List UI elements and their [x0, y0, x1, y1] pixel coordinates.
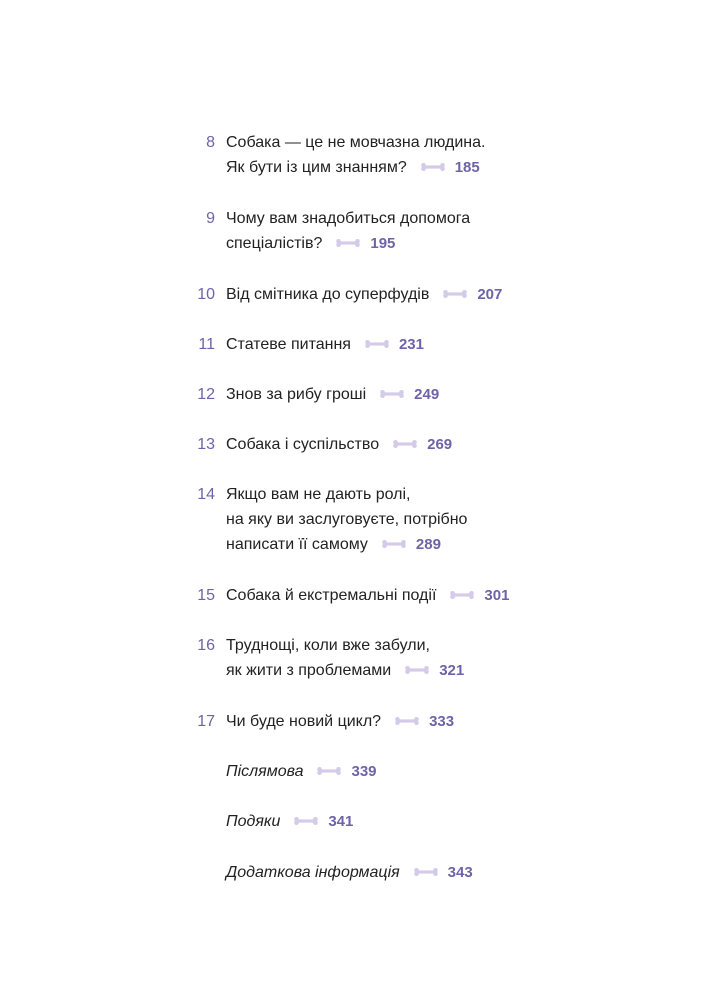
back-matter-title [226, 860, 696, 885]
chapter-title-line: спеціалістів? [226, 235, 323, 252]
bone-icon [365, 331, 389, 356]
page-number: 341 [328, 813, 354, 830]
page-number: 333 [429, 713, 455, 730]
bone-icon [317, 758, 341, 783]
chapter-title-line-last [226, 155, 696, 180]
chapter-number: 13 [197, 436, 215, 453]
page-number: 249 [414, 386, 440, 403]
chapter-title-line-last [226, 382, 696, 407]
chapter-title [226, 206, 696, 256]
chapter-title-line: Знов за рибу гроші [226, 386, 367, 403]
chapter-number: 9 [206, 210, 215, 227]
chapter-title [226, 482, 696, 557]
chapter-title-line: Собака — це не мовчазна людина. [226, 134, 486, 151]
back-matter-line [226, 860, 696, 885]
chapter-number: 10 [197, 286, 215, 303]
back-matter-title-text: Подяки [226, 813, 281, 830]
page-number: 321 [439, 662, 465, 679]
bone-icon [395, 708, 419, 733]
chapter-title-line-last [226, 583, 696, 608]
bone-icon [450, 582, 474, 607]
bone-icon [421, 154, 445, 179]
chapter-title [226, 583, 696, 608]
chapter-number: 14 [197, 486, 215, 503]
chapter-title [226, 709, 696, 734]
chapter-title-line-last [226, 231, 696, 256]
page-number: 343 [447, 864, 473, 881]
chapter-title-line: Статеве питання [226, 336, 351, 353]
chapter-title-line-last [226, 709, 696, 734]
chapter-number: 16 [197, 637, 215, 654]
chapter-title-line-last [226, 532, 696, 557]
page-number: 231 [398, 336, 424, 353]
bone-icon [414, 859, 438, 884]
chapter-title-line: Якщо вам не дають ролі, [226, 486, 411, 503]
chapter-title-line: Чи буде новий цикл? [226, 713, 382, 730]
chapter-title-line: написати її самому [226, 536, 368, 553]
bone-icon [443, 281, 467, 306]
chapter-title-line-last [226, 432, 696, 457]
chapter-title-line-last [226, 282, 696, 307]
chapter-number: 11 [198, 336, 215, 353]
chapter-number: 8 [206, 134, 215, 151]
page-number: 301 [484, 587, 510, 604]
chapter-number: 17 [197, 713, 215, 730]
back-matter-title [226, 809, 696, 834]
back-matter-line [226, 759, 696, 784]
chapter-title-line: Як бути із цим знанням? [226, 159, 407, 176]
bone-icon [393, 431, 417, 456]
chapter-title [226, 282, 696, 307]
chapter-title [226, 130, 696, 180]
bone-icon [382, 531, 406, 556]
page-number: 185 [454, 159, 480, 176]
chapter-title [226, 382, 696, 407]
chapter-title-line: Від смітника до суперфудів [226, 286, 430, 303]
bone-icon [294, 808, 318, 833]
chapter-title-line: Собака й екстремальні події [226, 587, 437, 604]
chapter-number: 12 [197, 386, 215, 403]
chapter-title [226, 332, 696, 357]
back-matter-line [226, 809, 696, 834]
chapter-title-line: як жити з проблемами [226, 662, 392, 679]
chapter-title-line-last [226, 332, 696, 357]
back-matter-title-text: Післямова [226, 763, 304, 780]
page-number: 339 [351, 763, 377, 780]
chapter-title-line: на яку ви заслуговуєте, потрібно [226, 511, 468, 528]
page-number: 207 [477, 286, 503, 303]
bone-icon [336, 230, 360, 255]
chapter-title-line: Собака і суспільство [226, 436, 380, 453]
back-matter-title [226, 759, 696, 784]
back-matter-title-text: Додаткова інформація [226, 864, 400, 881]
chapter-number: 15 [197, 587, 215, 604]
page-number: 269 [427, 436, 453, 453]
chapter-title-line-last [226, 658, 696, 683]
bone-icon [405, 657, 429, 682]
chapter-title-line: Труднощі, коли вже забули, [226, 637, 430, 654]
chapter-title [226, 633, 696, 683]
page-number: 289 [415, 536, 441, 553]
bone-icon [380, 381, 404, 406]
page-number: 195 [370, 235, 396, 252]
chapter-title [226, 432, 696, 457]
chapter-title-line: Чому вам знадобиться допомога [226, 210, 471, 227]
